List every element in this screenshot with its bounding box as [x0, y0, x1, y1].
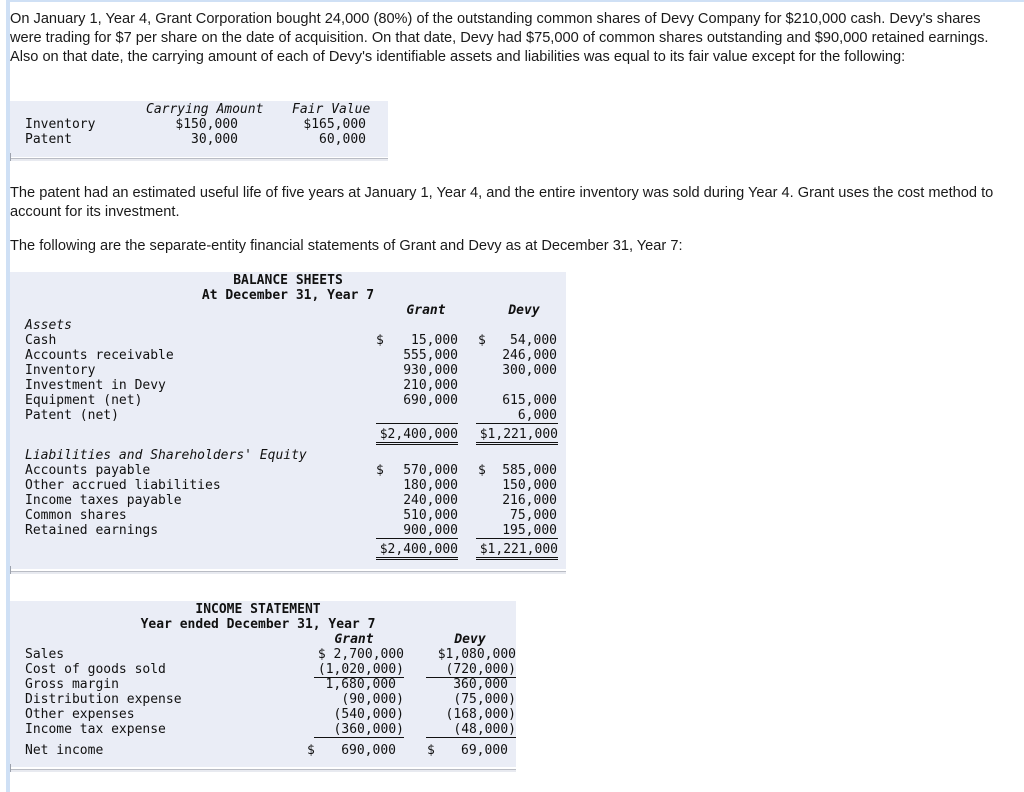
asset-devy: 300,000 — [502, 363, 557, 378]
balance-sheet-subtitle: At December 31, Year 7 — [201, 288, 375, 303]
is-row-label: Income tax expense — [25, 722, 166, 737]
dollar-sign: $ — [478, 463, 486, 478]
liability-label: Common shares — [25, 508, 127, 523]
assets-subtotal-rule — [376, 423, 458, 424]
assets-total-devy: $1,221,000 — [476, 427, 558, 445]
liability-grant: 240,000 — [403, 493, 458, 508]
liability-label: Other accrued liabilities — [25, 478, 221, 493]
dollar-sign: $ — [307, 743, 315, 758]
is-row-devy: 360,000 — [453, 677, 508, 692]
carrying-amount-header: Carrying Amount — [146, 102, 264, 117]
liabilities-heading: Liabilities and Shareholders' Equity — [25, 448, 307, 463]
fair-value-header: Fair Value — [292, 102, 371, 117]
asset-grant: 15,000 — [411, 333, 458, 348]
is-row-grant: (540,000) — [333, 707, 404, 722]
asset-label: Inventory — [25, 363, 96, 378]
is-row-label: Distribution expense — [25, 692, 182, 707]
is-row-devy: (75,000) — [453, 692, 516, 707]
fv-row-fair: $165,000 — [303, 117, 366, 132]
liab-total-grant: $2,400,000 — [376, 542, 458, 560]
liability-grant: 510,000 — [403, 508, 458, 523]
fv-row-label: Patent — [25, 132, 72, 147]
liab-subtotal-rule — [476, 538, 558, 539]
net-income-grant: 690,000 — [341, 743, 396, 758]
assets-total-grant: $2,400,000 — [376, 427, 458, 445]
assets-heading: Assets — [25, 318, 72, 333]
is-col-devy: Devy — [454, 632, 486, 647]
asset-label: Equipment (net) — [25, 393, 143, 408]
is-row-grant: (1,020,000) — [314, 662, 404, 678]
balance-sheet-title: BALANCE SHEETS — [233, 273, 343, 288]
income-statement-corner — [10, 764, 11, 772]
is-row-grant: (90,000) — [341, 692, 404, 707]
fv-row-carrying: $150,000 — [175, 117, 238, 132]
liability-devy: 195,000 — [502, 523, 557, 538]
asset-grant: 555,000 — [403, 348, 458, 363]
liability-devy: 150,000 — [502, 478, 557, 493]
dollar-sign: $ — [376, 463, 384, 478]
asset-label: Patent (net) — [25, 408, 119, 423]
balance-sheet-separator — [10, 570, 566, 574]
is-row-label: Sales — [25, 647, 65, 662]
income-statement-subtitle: Year ended December 31, Year 7 — [140, 617, 376, 632]
is-row-label: Cost of goods sold — [25, 662, 166, 677]
dollar-sign: $ — [478, 333, 486, 348]
bs-col-devy: Devy — [508, 303, 540, 318]
fv-row-label: Inventory — [25, 117, 96, 132]
is-row-grant: $ 2,700,000 — [317, 647, 404, 662]
asset-grant: 690,000 — [403, 393, 458, 408]
income-statement-separator — [10, 768, 516, 772]
is-row-devy: (48,000) — [426, 722, 516, 738]
is-row-grant: 1,680,000 — [325, 677, 396, 692]
statements-paragraph: The following are the separate-entity financial statements of Grant and Devy as at December 31, Year 7: — [10, 238, 683, 254]
asset-grant: 210,000 — [403, 378, 458, 393]
intro-paragraph: On January 1, Year 4, Grant Corporation bought 24,000 (80%) of the outstanding common shares of Devy Company for $210,000 cash. Devy's shares were trading for $7 per share on the date of acquisition. On that date, Devy had $75,000 of common shares outstanding and $90,000 retained earnings. Also on that date, the carrying amount of each of Devy's identifiable assets and liabilities was equal to its fair value except for the following: — [10, 11, 989, 65]
liability-devy: 216,000 — [502, 493, 557, 508]
fv-row-fair: 60,000 — [319, 132, 366, 147]
fv-table-corner — [10, 153, 11, 161]
net-income-label: Net income — [25, 743, 104, 758]
net-income-devy: 69,000 — [461, 743, 508, 758]
is-col-grant: Grant — [334, 632, 374, 647]
liability-devy: 75,000 — [510, 508, 557, 523]
dollar-sign: $ — [376, 333, 384, 348]
is-row-devy: (168,000) — [445, 707, 516, 722]
asset-label: Investment in Devy — [25, 378, 166, 393]
is-row-grant: (360,000) — [314, 722, 404, 738]
liability-grant: 570,000 — [403, 463, 458, 478]
is-row-devy: (720,000) — [426, 662, 516, 678]
asset-devy: 54,000 — [510, 333, 557, 348]
liability-grant: 900,000 — [403, 523, 458, 538]
asset-label: Cash — [25, 333, 57, 348]
fv-row-carrying: 30,000 — [191, 132, 238, 147]
liability-label: Retained earnings — [25, 523, 159, 538]
assets-subtotal-rule — [476, 423, 558, 424]
dollar-sign: $ — [427, 743, 435, 758]
liab-subtotal-rule — [376, 538, 458, 539]
bs-col-grant: Grant — [406, 303, 446, 318]
top-accent-rule — [6, 0, 1024, 2]
liability-label: Accounts payable — [25, 463, 151, 478]
balance-sheet-corner — [10, 566, 11, 574]
asset-devy: 246,000 — [502, 348, 557, 363]
liability-devy: 585,000 — [502, 463, 557, 478]
asset-devy: 6,000 — [517, 408, 557, 423]
asset-grant: 930,000 — [403, 363, 458, 378]
is-row-label: Other expenses — [25, 707, 135, 722]
income-statement-title: INCOME STATEMENT — [195, 602, 321, 617]
is-row-devy: $1,080,000 — [437, 647, 516, 662]
is-row-label: Gross margin — [25, 677, 119, 692]
asset-label: Accounts receivable — [25, 348, 174, 363]
liability-grant: 180,000 — [403, 478, 458, 493]
patent-paragraph: The patent had an estimated useful life of five years at January 1, Year 4, and the entire inventory was sold during Year 4. Grant uses the cost method to account for its investment. — [10, 185, 994, 220]
liab-total-devy: $1,221,000 — [476, 542, 558, 560]
asset-devy: 615,000 — [502, 393, 557, 408]
liability-label: Income taxes payable — [25, 493, 182, 508]
fv-table-separator — [10, 157, 388, 161]
